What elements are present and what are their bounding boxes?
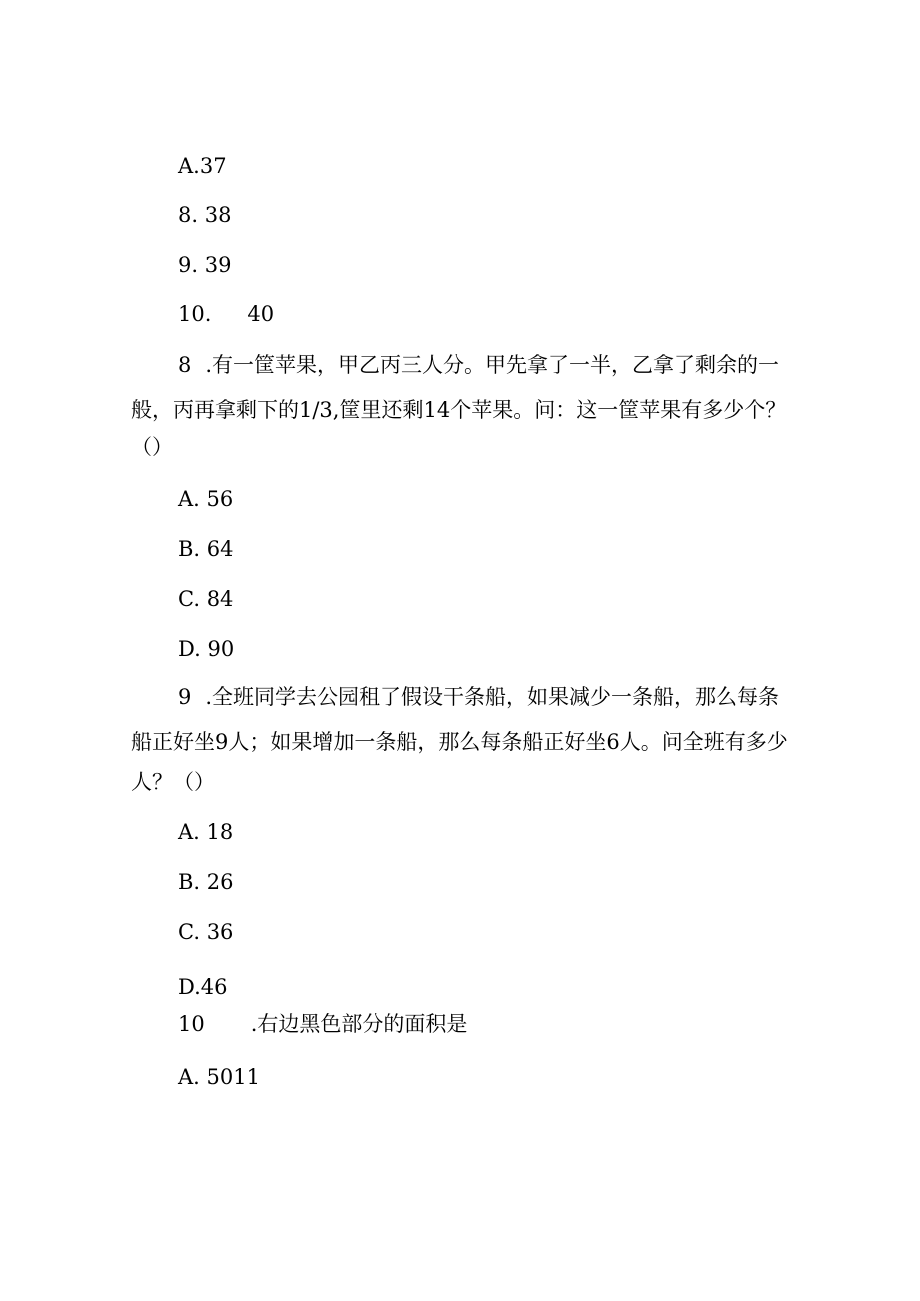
option-a-37: [178, 153, 227, 179]
option-value: 84: [206, 587, 234, 611]
question-8-line-3: [131, 434, 173, 460]
question-text: .右边黑色部分的面积是: [250, 1012, 468, 1036]
q9-option-d: [178, 974, 228, 1000]
q8-option-b: [178, 536, 234, 562]
question-text: 船正好坐9人；如果增加一条船，那么每条船正好坐6人。问全班有多少: [131, 730, 788, 754]
option-label: D.: [178, 975, 201, 999]
option-label: 10.: [178, 302, 212, 326]
option-10-40: [178, 301, 274, 327]
question-text: .全班同学去公园租了假设干条船，如果减少一条船，那么每条: [205, 685, 780, 709]
q8-option-a: [178, 486, 233, 512]
option-label: B.: [178, 870, 201, 894]
option-label: A.: [178, 487, 200, 511]
option-value: 26: [206, 870, 234, 894]
option-value: 5011: [206, 1065, 260, 1089]
option-label: A.: [178, 1065, 200, 1089]
option-value: 39: [204, 253, 232, 277]
question-text: 般，丙再拿剩下的1/3,筐里还剩14个苹果。问：这一筐苹果有多少个？: [131, 398, 787, 422]
question-text: 人？（）: [131, 770, 215, 794]
option-value: 46: [200, 975, 228, 999]
q8-option-c: [178, 586, 233, 612]
option-label: 9.: [178, 253, 199, 277]
option-value: 37: [199, 154, 227, 178]
question-9-line-1: [178, 684, 779, 710]
option-value: 38: [204, 203, 232, 227]
option-label: B.: [178, 537, 201, 561]
option-label: A.: [178, 820, 200, 844]
question-text: .有一筐苹果，甲乙丙三人分。甲先拿了一半，乙拿了剩余的一: [205, 353, 780, 377]
question-number: 8: [178, 353, 192, 377]
q9-option-b: [178, 869, 234, 895]
option-label: D.: [178, 637, 201, 661]
question-10-line-1: [178, 1011, 467, 1037]
option-value: 90: [207, 637, 235, 661]
q9-option-c: [178, 919, 233, 945]
option-label: A.: [178, 154, 200, 178]
question-number: 9: [178, 685, 192, 709]
question-text: （）: [131, 435, 173, 459]
option-value: 36: [206, 920, 234, 944]
option-8-38: [178, 202, 231, 228]
q10-option-a: [178, 1064, 260, 1090]
question-9-line-2: [131, 729, 788, 755]
option-value: 18: [206, 820, 234, 844]
option-label: 8.: [178, 203, 199, 227]
q9-option-a: [178, 819, 233, 845]
option-9-39: [178, 252, 231, 278]
option-value: 40: [247, 302, 275, 326]
question-9-line-3: [131, 769, 215, 795]
option-label: C.: [178, 920, 200, 944]
option-value: 64: [206, 537, 234, 561]
question-8-line-1: [178, 352, 779, 378]
option-label: C.: [178, 587, 200, 611]
question-8-line-2: [131, 397, 786, 423]
q8-option-d: [178, 636, 234, 662]
option-value: 56: [206, 487, 234, 511]
question-number: 10: [178, 1012, 205, 1036]
